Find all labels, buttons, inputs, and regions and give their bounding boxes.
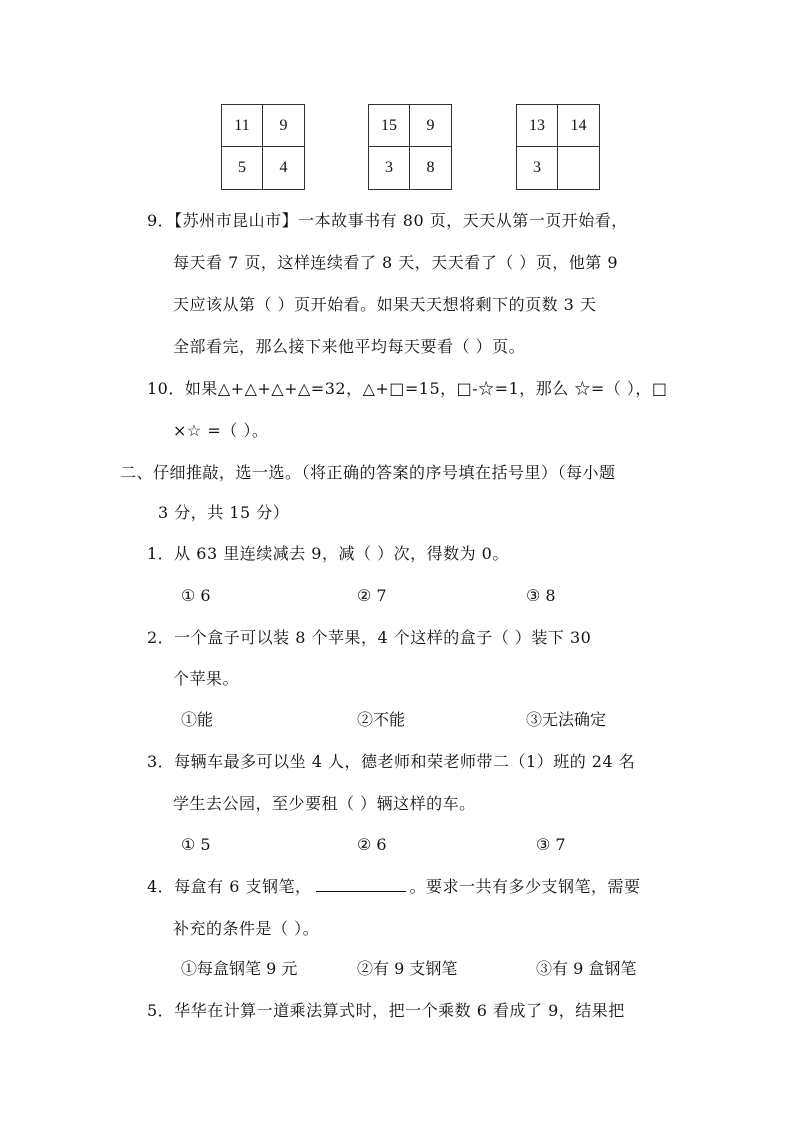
grid-cell: 9 xyxy=(410,105,451,147)
choice-question-2-line-1: 2．一个盒子可以装 8 个苹果，4 个这样的盒子（ ）装下 30 xyxy=(147,628,592,647)
choice-question-3-line-1: 3．每辆车最多可以坐 4 人，德老师和荣老师带二（1）班的 24 名 xyxy=(147,752,636,771)
question-9-line-1: 9．【苏州市昆山市】一本故事书有 80 页，天天从第一页开始看， xyxy=(147,211,628,230)
question-9-line-4: 全部看完，那么接下来他平均每天要看（ ）页。 xyxy=(173,337,526,356)
grid-cell: 9 xyxy=(263,105,304,147)
number-grid-2 xyxy=(368,104,452,190)
choice-question-3-line-2: 学生去公园，至少要租（ ）辆这样的车。 xyxy=(173,794,476,813)
grid-cell: 5 xyxy=(222,147,263,189)
grid-cell-empty xyxy=(558,147,599,189)
option-1-c: ③ 8 xyxy=(526,586,556,605)
grid-cell: 3 xyxy=(517,147,558,189)
question-10-line-1: 10．如果△+△+△+△=32，△+□=15，□-☆=1，那么 ☆=（ ），□ xyxy=(147,379,668,398)
number-grid-1 xyxy=(221,104,305,190)
section-2-heading-line-2: 3 分，共 15 分） xyxy=(158,503,290,522)
option-1-a: ① 6 xyxy=(181,586,211,605)
choice-question-4-text-b: 。要求一共有多少支钢笔，需要 xyxy=(409,877,641,896)
option-2-b: ②不能 xyxy=(357,710,406,729)
choice-question-5-line-1: 5．华华在计算一道乘法算式时，把一个乘数 6 看成了 9，结果把 xyxy=(147,1001,625,1020)
choice-question-2-line-2: 个苹果。 xyxy=(173,669,240,688)
grid-cell: 13 xyxy=(517,105,558,147)
option-4-a: ①每盒钢笔 9 元 xyxy=(181,959,298,978)
option-4-b: ②有 9 支钢笔 xyxy=(357,959,458,978)
option-1-b: ② 7 xyxy=(357,586,387,605)
grid-cell: 4 xyxy=(279,159,288,176)
question-9-line-3: 天应该从第（ ）页开始看。如果天天想将剩下的页数 3 天 xyxy=(173,295,597,314)
grid-cell: 8 xyxy=(426,159,435,176)
number-grid-3 xyxy=(516,104,600,190)
option-2-c: ③无法确定 xyxy=(526,710,607,729)
grid-cell: 14 xyxy=(558,105,599,147)
option-3-b: ② 6 xyxy=(357,835,387,854)
option-3-a: ① 5 xyxy=(181,835,211,854)
grid-cell: 15 xyxy=(369,105,410,147)
choice-question-1: 1．从 63 里连续减去 9，减（ ）次，得数为 0。 xyxy=(147,544,509,563)
option-3-c: ③ 7 xyxy=(536,835,566,854)
option-2-a: ①能 xyxy=(181,710,214,729)
choice-question-4-text-a: 4．每盒有 6 支钢笔， xyxy=(147,877,312,896)
choice-question-4-line-1 xyxy=(147,877,641,897)
question-9-line-2: 每天看 7 页，这样连续看了 8 天，天天看了（ ）页，他第 9 xyxy=(173,253,619,272)
grid-cell: 3 xyxy=(369,147,410,189)
section-2-heading: 二、仔细推敲，选一选。（将正确的答案的序号填在括号里）（每小题 xyxy=(120,463,616,482)
question-10-line-2: ×☆ =（ ）。 xyxy=(173,421,269,440)
grid-cell: 11 xyxy=(222,105,263,147)
choice-question-4-line-2: 补充的条件是（ ）。 xyxy=(173,919,320,938)
answer-blank xyxy=(316,877,406,892)
option-4-c: ③有 9 盒钢笔 xyxy=(536,959,637,978)
